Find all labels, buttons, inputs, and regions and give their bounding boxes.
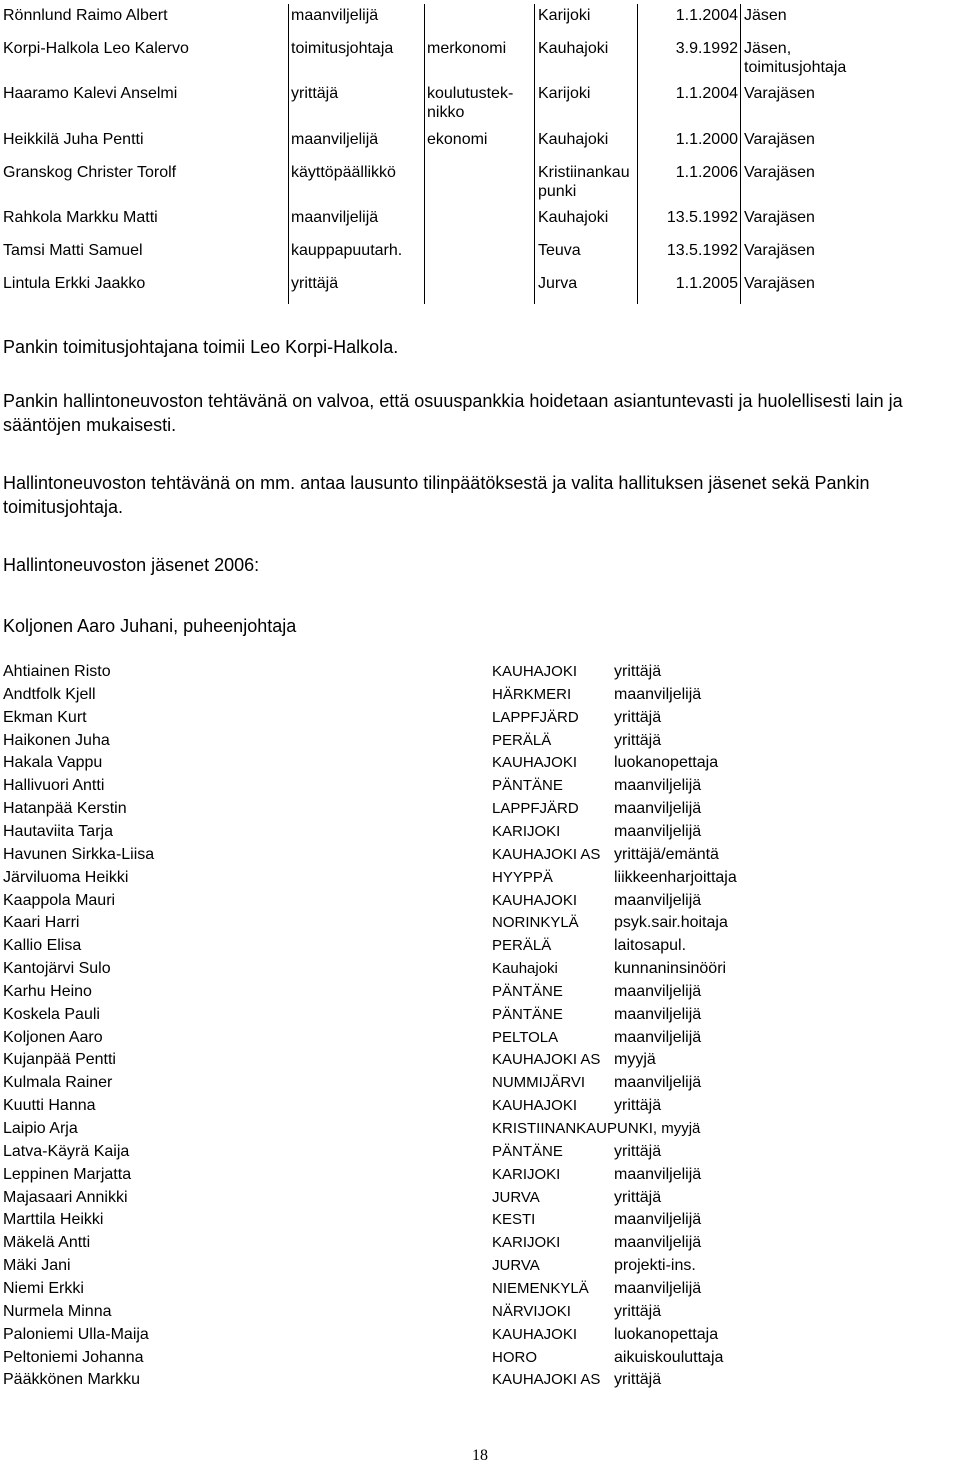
member-name: Laipio Arja bbox=[3, 1120, 78, 1137]
list-item bbox=[0, 914, 960, 936]
member-name: Ekman Kurt bbox=[3, 708, 87, 726]
member-occupation: projekti-ins. bbox=[614, 1257, 696, 1275]
member-place: JURVA bbox=[492, 1257, 540, 1275]
list-item bbox=[0, 1234, 960, 1256]
member-place: NÄRVIJOKI bbox=[492, 1302, 571, 1320]
list-item bbox=[0, 823, 960, 845]
member-name: Kantojärvi Sulo bbox=[3, 960, 111, 978]
member-occupation: yrittäjä bbox=[614, 1371, 662, 1389]
member-date: 1.1.2006 bbox=[675, 164, 738, 181]
member-name: Tamsi Matti Samuel bbox=[3, 242, 143, 259]
list-item bbox=[0, 732, 960, 754]
chairman-line: Koljonen Aaro Juhani, puheenjohtaja bbox=[3, 616, 297, 636]
member-name: Karhu Heino bbox=[3, 982, 92, 1000]
member-occupation: psyk.sair.hoitaja bbox=[614, 914, 728, 932]
member-occupation: maanviljelijä bbox=[614, 1005, 702, 1023]
member-occupation: maanviljelijä bbox=[614, 1211, 702, 1229]
member-name: Järviluoma Heikki bbox=[3, 868, 129, 886]
member-date: 1.1.2000 bbox=[675, 131, 738, 148]
member-occupation: maanviljelijä bbox=[614, 1074, 702, 1092]
member-name: Peltoniemi Johanna bbox=[3, 1348, 144, 1366]
member-name: Pääkkönen Markku bbox=[3, 1371, 140, 1389]
member-occupation: maanviljelijä bbox=[614, 1279, 702, 1297]
member-name: Granskog Christer Torolf bbox=[3, 164, 177, 181]
member-name: Haikonen Juha bbox=[3, 731, 110, 749]
list-item bbox=[0, 1371, 960, 1393]
member-occupation: yrittäjä/emäntä bbox=[614, 845, 719, 863]
council-duty-paragraph: Pankin hallintoneuvoston tehtävänä on valvoa, että osuuspankkia hoidetaan asiantuntevasti ja huolellisesti lain ja sääntöjen mukaisesti. bbox=[3, 391, 903, 435]
member-place: NORINKYLÄ bbox=[492, 914, 579, 932]
column-rule bbox=[424, 4, 425, 304]
member-place: PERÄLÄ bbox=[492, 731, 552, 749]
member-place: PÄNTÄNE bbox=[492, 1005, 563, 1023]
member-occupation: käyttöpäällikkö bbox=[291, 164, 396, 181]
member-role: Varajäsen bbox=[744, 242, 815, 259]
page-number: 18 bbox=[472, 1447, 488, 1464]
list-item bbox=[0, 1097, 960, 1119]
member-occupation: liikkeenharjoittaja bbox=[614, 868, 737, 886]
member-name: Kallio Elisa bbox=[3, 937, 82, 955]
member-name: Korpi-Halkola Leo Kalervo bbox=[3, 40, 189, 57]
list-item bbox=[0, 777, 960, 799]
member-education: merkonomi bbox=[427, 40, 507, 57]
member-place: JURVA bbox=[492, 1188, 540, 1206]
member-occupation: yrittäjä bbox=[291, 85, 339, 102]
members-heading: Hallintoneuvoston jäsenet 2006: bbox=[3, 555, 260, 575]
member-name: Andtfolk Kjell bbox=[3, 685, 96, 703]
member-place: Kauhajoki bbox=[538, 131, 609, 148]
member-role: Varajäsen bbox=[744, 209, 815, 226]
member-place: KAUHAJOKI bbox=[492, 663, 578, 680]
ceo-statement: Pankin toimitusjohtajana toimii Leo Korpi-Halkola. bbox=[3, 337, 399, 357]
list-item bbox=[0, 1143, 960, 1165]
member-name: Niemi Erkki bbox=[3, 1279, 84, 1297]
member-name: Paloniemi Ulla-Maija bbox=[3, 1325, 149, 1343]
member-name: Nurmela Minna bbox=[3, 1302, 112, 1320]
member-place: KAUHAJOKI bbox=[492, 1325, 578, 1343]
member-name: Kaappola Mauri bbox=[3, 891, 116, 909]
member-name: Kujanpää Pentti bbox=[3, 1051, 116, 1069]
member-name: Hakala Vappu bbox=[3, 754, 103, 772]
list-item bbox=[0, 1349, 960, 1371]
member-education: koulutustek-nikko bbox=[427, 85, 514, 121]
member-place: PÄNTÄNE bbox=[492, 1142, 563, 1160]
member-place: NUMMIJÄRVI bbox=[492, 1074, 586, 1092]
member-name: Koljonen Aaro bbox=[3, 1028, 103, 1046]
list-item bbox=[0, 663, 960, 685]
member-occupation: aikuiskouluttaja bbox=[614, 1348, 724, 1366]
member-name: Kaari Harri bbox=[3, 914, 80, 932]
list-item bbox=[0, 1029, 960, 1051]
list-item bbox=[0, 1211, 960, 1233]
member-date: 3.9.1992 bbox=[675, 40, 738, 57]
column-rule bbox=[534, 4, 535, 304]
member-occupation: maanviljelijä bbox=[614, 1028, 702, 1046]
member-occupation: yrittäjä bbox=[614, 708, 662, 726]
member-place: KRISTIINANKAUPUNKI, myyjä bbox=[492, 1120, 701, 1137]
member-role: Varajäsen bbox=[744, 85, 815, 102]
member-occupation: maanviljelijä bbox=[614, 822, 702, 840]
member-date: 1.1.2004 bbox=[675, 7, 738, 24]
member-place: Kristiinankau punki bbox=[538, 164, 630, 200]
member-name: Haaramo Kalevi Anselmi bbox=[3, 85, 178, 102]
member-name: Kuutti Hanna bbox=[3, 1097, 96, 1115]
member-place: KAUHAJOKI bbox=[492, 891, 578, 909]
member-date: 13.5.1992 bbox=[666, 242, 738, 259]
list-item bbox=[0, 892, 960, 914]
member-place: Kauhajoki bbox=[492, 960, 558, 978]
member-occupation: maanviljelijä bbox=[614, 777, 702, 795]
list-item bbox=[0, 1006, 960, 1028]
member-occupation: myyjä bbox=[614, 1051, 656, 1069]
member-occupation: yrittäjä bbox=[614, 1142, 662, 1160]
list-item bbox=[0, 709, 960, 731]
member-occupation: kunnaninsinööri bbox=[614, 960, 727, 978]
member-occupation: kauppapuutarh. bbox=[291, 242, 403, 259]
member-role: Varajäsen bbox=[744, 275, 815, 292]
member-date: 13.5.1992 bbox=[666, 209, 738, 226]
member-role: Varajäsen bbox=[744, 164, 815, 181]
member-name: Havunen Sirkka-Liisa bbox=[3, 845, 155, 863]
member-place: KARIJOKI bbox=[492, 1234, 561, 1252]
list-item bbox=[0, 754, 960, 776]
member-place: PÄNTÄNE bbox=[492, 777, 563, 795]
member-place: HYYPPÄ bbox=[492, 868, 553, 886]
list-item bbox=[0, 846, 960, 868]
member-occupation: maanviljelijä bbox=[291, 209, 379, 226]
member-occupation: maanviljelijä bbox=[614, 982, 702, 1000]
list-item bbox=[0, 800, 960, 822]
member-place: PÄNTÄNE bbox=[492, 982, 563, 1000]
member-place: HORO bbox=[492, 1348, 537, 1366]
list-item bbox=[0, 1303, 960, 1325]
member-name: Mäki Jani bbox=[3, 1257, 71, 1275]
member-place: Karijoki bbox=[538, 85, 591, 102]
member-occupation: yrittäjä bbox=[614, 1302, 662, 1320]
member-place: Kauhajoki bbox=[538, 40, 609, 57]
member-occupation: yrittäjä bbox=[614, 663, 662, 680]
list-item bbox=[0, 937, 960, 959]
member-place: LAPPFJÄRD bbox=[492, 800, 579, 818]
member-name: Hautaviita Tarja bbox=[3, 822, 113, 840]
member-name: Latva-Käyrä Kaija bbox=[3, 1142, 130, 1160]
member-place: Jurva bbox=[538, 275, 578, 292]
member-name: Kulmala Rainer bbox=[3, 1074, 113, 1092]
member-place: KESTI bbox=[492, 1211, 536, 1229]
member-occupation: maanviljelijä bbox=[614, 685, 702, 703]
list-item bbox=[0, 960, 960, 982]
list-item bbox=[0, 1120, 960, 1142]
member-place: NIEMENKYLÄ bbox=[492, 1279, 589, 1297]
member-name: Mäkelä Antti bbox=[3, 1234, 91, 1252]
member-occupation: toimitusjohtaja bbox=[291, 40, 394, 57]
member-place: LAPPFJÄRD bbox=[492, 708, 579, 726]
list-item bbox=[0, 1189, 960, 1211]
member-occupation: maanviljelijä bbox=[614, 800, 702, 818]
member-place: KAUHAJOKI bbox=[492, 754, 578, 772]
member-name: Rönnlund Raimo Albert bbox=[3, 7, 168, 24]
member-place: Kauhajoki bbox=[538, 209, 609, 226]
member-date: 1.1.2004 bbox=[675, 85, 738, 102]
list-item bbox=[0, 1326, 960, 1348]
member-place: KAUHAJOKI AS bbox=[492, 1051, 601, 1069]
column-rule bbox=[288, 4, 289, 304]
member-place: KAUHAJOKI bbox=[492, 1097, 578, 1115]
list-item bbox=[0, 1280, 960, 1302]
member-name: Majasaari Annikki bbox=[3, 1188, 128, 1206]
list-item bbox=[0, 1051, 960, 1073]
member-occupation: yrittäjä bbox=[614, 731, 662, 749]
member-occupation: yrittäjä bbox=[614, 1188, 662, 1206]
member-name: Marttila Heikki bbox=[3, 1211, 104, 1229]
member-name: Rahkola Markku Matti bbox=[3, 209, 158, 226]
list-item bbox=[0, 1257, 960, 1279]
list-item bbox=[0, 1166, 960, 1188]
member-name: Leppinen Marjatta bbox=[3, 1165, 132, 1183]
member-name: Koskela Pauli bbox=[3, 1005, 100, 1023]
list-item bbox=[0, 686, 960, 708]
member-place: KAUHAJOKI AS bbox=[492, 845, 601, 863]
member-name: Heikkilä Juha Pentti bbox=[3, 131, 144, 148]
member-occupation: laitosapul. bbox=[614, 937, 687, 955]
member-place: Teuva bbox=[538, 242, 581, 259]
member-occupation: maanviljelijä bbox=[291, 131, 379, 148]
list-item bbox=[0, 983, 960, 1005]
member-place: KAUHAJOKI AS bbox=[492, 1371, 601, 1389]
list-item bbox=[0, 1074, 960, 1096]
member-place: Karijoki bbox=[538, 7, 591, 24]
member-occupation: luokanopettaja bbox=[614, 1325, 719, 1343]
member-name: Lintula Erkki Jaakko bbox=[3, 275, 146, 292]
member-occupation: yrittäjä bbox=[614, 1097, 662, 1115]
member-occupation: yrittäjä bbox=[291, 275, 339, 292]
member-occupation: maanviljelijä bbox=[614, 891, 702, 909]
council-tasks-paragraph: Hallintoneuvoston tehtävänä on mm. antaa lausunto tilinpäätöksestä ja valita hallituksen jäsenet sekä Pankin toimitusjohtaja. bbox=[3, 473, 870, 517]
member-place: KARIJOKI bbox=[492, 1165, 561, 1183]
member-role: Jäsen, toimitusjohtaja bbox=[744, 40, 847, 76]
member-place: PERÄLÄ bbox=[492, 937, 552, 955]
member-occupation: luokanopettaja bbox=[614, 754, 719, 772]
member-role: Jäsen bbox=[744, 7, 787, 24]
column-rule bbox=[637, 4, 638, 304]
member-name: Hatanpää Kerstin bbox=[3, 800, 127, 818]
member-date: 1.1.2005 bbox=[675, 275, 738, 292]
member-place: HÄRKMERI bbox=[492, 685, 572, 703]
member-occupation: maanviljelijä bbox=[291, 7, 379, 24]
list-item bbox=[0, 869, 960, 891]
member-education: ekonomi bbox=[427, 131, 488, 148]
member-role: Varajäsen bbox=[744, 131, 815, 148]
member-occupation: maanviljelijä bbox=[614, 1165, 702, 1183]
member-name: Ahtiainen Risto bbox=[3, 663, 111, 680]
member-occupation: maanviljelijä bbox=[614, 1234, 702, 1252]
member-place: PELTOLA bbox=[492, 1028, 559, 1046]
member-place: KARIJOKI bbox=[492, 822, 561, 840]
column-rule bbox=[740, 4, 741, 304]
member-name: Hallivuori Antti bbox=[3, 777, 105, 795]
